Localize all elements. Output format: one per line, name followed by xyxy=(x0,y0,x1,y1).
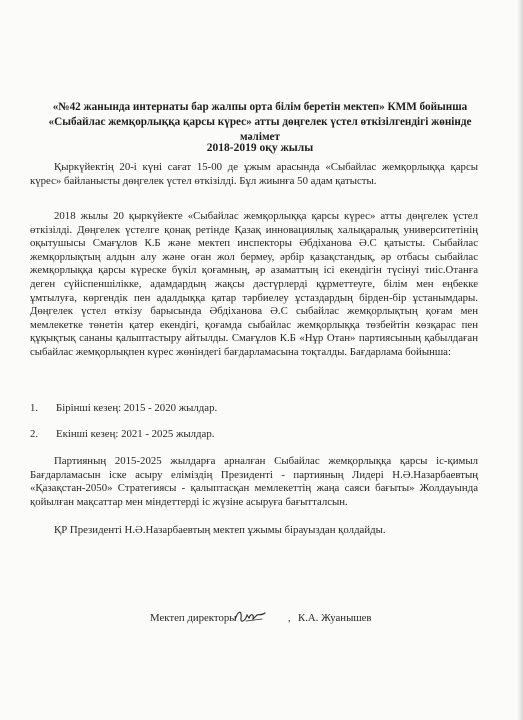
paragraph-1: Қыркүйектің 20-і күні сағат 15-00 де ұжым арасында «Сыбайлас жемқорлыққа қарсы күрес» байланысты дөңгелек үстел өткізілді. Бұл жиынға 50 адам қатысты. xyxy=(30,161,478,187)
paragraph-3: Партияның 2015-2025 жылдарға арналған Сыбайлас жемқорлыққа қарсы іс-қимыл Бағдарламасын іске асыру еліміздің Президенті - партияның Лидері Н.Ә.Назарбаевтың «Қазақстан-2050» Стратегиясы - қалыптасқан мемлекеттің жаңа саяси бағыты» Жолдауында қойылған мақсаттар мен міндеттерді іс жүзіне асыруға бағытталсын. xyxy=(30,455,478,508)
signatory-name: К.А. Жуанышев xyxy=(298,612,372,624)
paragraph-2: 2018 жылы 20 қыркүйекте «Сыбайлас жемқорлыққа қарсы күрес» атты дөңгелек үстел өткізілді. Дөңгелек үстелге қонақ ретінде Қазақ инновациялық халықаралық университетінің оқытушысы Смағұлов К.Б және мектеп инспекторы Әбдіханова Ә.С қатысты. Сыбайлас жемқорлықтың алдын алу және оған жол бермеу, әрбір қазақстандық, әр отбасы сыбайлас жемқорлыққа қарсы күреске бүкіл қоғамның, әр азаматтың ісі екендігін түсінуі тиіс.Отанға деген сүйіспеншілікке, адамдардың жақсы дәстүрлерді құрметтеуге, білім мен еңбекке ұмтылуға, көргендік пен адалдыққа қатар тәрбиелеу ұстаздардың бірден-бір ұстанымдары. Дөңгелек үстел өткізу барысында Әбдіханова Ә.С сыбайлас жемқорлықтың қоғам мен мемлекетке төнетін қатер екендігі, қоғамда сыбайлас жемқорлыққа төзбейтін көзқарас пен құқықтық сананы қалыптастыру айтылды. Смағұлов К.Б «Нұр Отан» партиясының қабылдаған сыбайлас жемқорлықпен күрес жөніндегі бағдарламасына тоқталды. Бағдарлама бойынша: xyxy=(30,210,478,358)
page-edge-shadow xyxy=(517,0,523,720)
signatory-title: Мектеп директоры xyxy=(150,612,237,624)
document-title: «№42 жанында интернаты бар жалпы орта білім беретін мектеп» КММ бойынша «Сыбайлас жемқорлыққа қарсы күрес» атты дөңгелек үстел өткізілгендігі жөнінде мәлімет xyxy=(48,101,472,143)
list-item-text: Бірінші кезең: 2015 - 2020 жылдар. xyxy=(56,402,218,414)
list-item-number: 2. xyxy=(30,428,39,440)
signature-separator: , xyxy=(288,612,291,624)
academic-year: 2018-2019 оқу жылы xyxy=(206,142,314,154)
handwritten-signature xyxy=(232,606,268,626)
list-item-text: Екінші кезең: 2021 - 2025 жылдар. xyxy=(56,428,215,440)
paragraph-4: ҚР Президенті Н.Ә.Назарбаевтың мектеп ұжымы бірауыздан қолдайды. xyxy=(54,524,386,536)
list-item-number: 1. xyxy=(30,402,39,414)
list-item xyxy=(30,402,217,414)
list-item xyxy=(30,428,214,440)
